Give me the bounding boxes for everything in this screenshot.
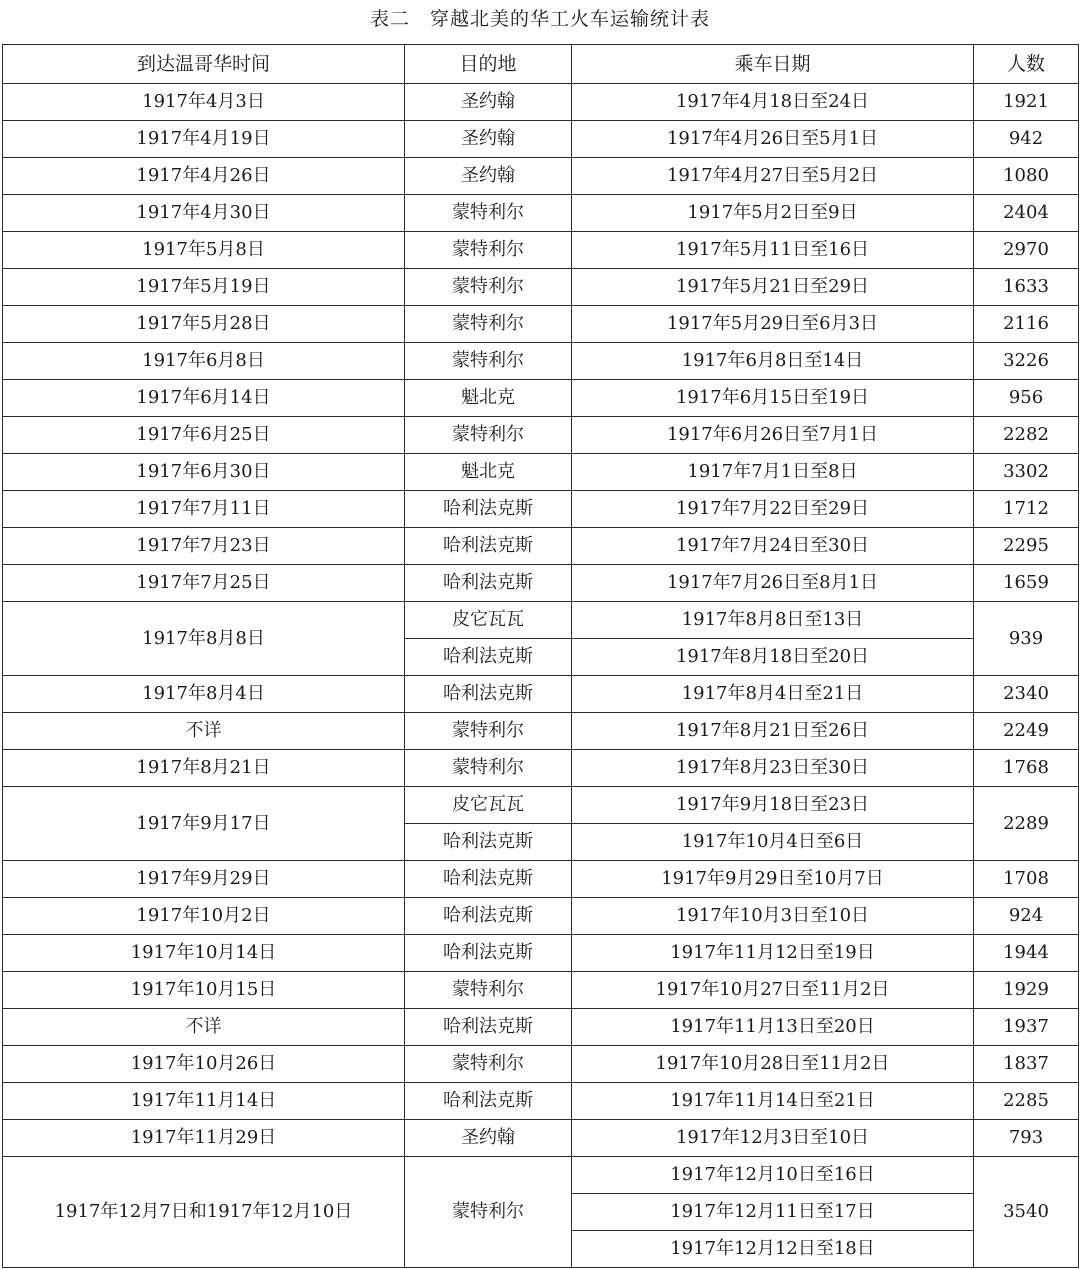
arrival-cell: 1917年4月30日 (3, 195, 405, 232)
count-cell: 2285 (974, 1083, 1079, 1120)
destination-cell: 蒙特利尔 (405, 195, 572, 232)
table-row (3, 861, 1079, 898)
table-row (3, 565, 1079, 602)
travel-date-cell: 1917年8月4日至21日 (572, 676, 974, 713)
travel-date-cell: 1917年11月14日至21日 (572, 1083, 974, 1120)
destination-cell: 哈利法克斯 (405, 1009, 572, 1046)
table-row (3, 750, 1079, 787)
travel-date-cell: 1917年8月8日至13日 (572, 602, 974, 639)
arrival-cell: 1917年7月25日 (3, 565, 405, 602)
arrival-cell: 1917年7月23日 (3, 528, 405, 565)
travel-date-cell: 1917年5月11日至16日 (572, 232, 974, 269)
table-row (3, 121, 1079, 158)
count-cell: 2249 (974, 713, 1079, 750)
header-count: 人数 (974, 45, 1079, 84)
travel-date-cell: 1917年10月3日至10日 (572, 898, 974, 935)
header-destination: 目的地 (405, 45, 572, 84)
header-row (3, 45, 1079, 84)
travel-date-cell: 1917年6月15日至19日 (572, 380, 974, 417)
travel-date-cell: 1917年8月21日至26日 (572, 713, 974, 750)
destination-cell: 蒙特利尔 (405, 1046, 572, 1083)
arrival-cell: 1917年10月15日 (3, 972, 405, 1009)
count-cell: 2282 (974, 417, 1079, 454)
destination-cell: 蒙特利尔 (405, 306, 572, 343)
travel-date-cell: 1917年11月12日至19日 (572, 935, 974, 972)
count-cell: 2970 (974, 232, 1079, 269)
arrival-cell: 1917年9月29日 (3, 861, 405, 898)
travel-date-cell: 1917年5月21日至29日 (572, 269, 974, 306)
travel-date-cell: 1917年12月3日至10日 (572, 1120, 974, 1157)
table-row (3, 713, 1079, 750)
arrival-cell: 1917年6月25日 (3, 417, 405, 454)
table-row (3, 491, 1079, 528)
destination-cell: 哈利法克斯 (405, 824, 572, 861)
arrival-cell: 1917年8月21日 (3, 750, 405, 787)
count-cell: 1937 (974, 1009, 1079, 1046)
count-cell: 939 (974, 602, 1079, 676)
destination-cell: 哈利法克斯 (405, 565, 572, 602)
table-row (3, 454, 1079, 491)
destination-cell: 哈利法克斯 (405, 528, 572, 565)
destination-cell: 蒙特利尔 (405, 269, 572, 306)
arrival-cell: 1917年4月26日 (3, 158, 405, 195)
table-row (3, 972, 1079, 1009)
destination-cell: 哈利法克斯 (405, 935, 572, 972)
destination-cell: 蒙特利尔 (405, 750, 572, 787)
arrival-cell: 1917年12月7日和1917年12月10日 (3, 1157, 405, 1268)
arrival-cell: 1917年8月8日 (3, 602, 405, 676)
count-cell: 2289 (974, 787, 1079, 861)
table-row (3, 1009, 1079, 1046)
arrival-cell: 1917年9月17日 (3, 787, 405, 861)
count-cell: 942 (974, 121, 1079, 158)
count-cell: 2295 (974, 528, 1079, 565)
travel-date-cell: 1917年10月27日至11月2日 (572, 972, 974, 1009)
arrival-cell: 1917年4月3日 (3, 84, 405, 121)
table-row (3, 306, 1079, 343)
travel-date-cell: 1917年4月18日至24日 (572, 84, 974, 121)
count-cell: 1712 (974, 491, 1079, 528)
table-title: 表二 穿越北美的华工火车运输统计表 (369, 8, 710, 30)
count-cell: 1768 (974, 750, 1079, 787)
travel-date-cell: 1917年12月12日至18日 (572, 1231, 974, 1268)
travel-date-cell: 1917年9月29日至10月7日 (572, 861, 974, 898)
arrival-cell: 不详 (3, 1009, 405, 1046)
count-cell: 793 (974, 1120, 1079, 1157)
table-row (3, 602, 1079, 639)
travel-date-cell: 1917年7月1日至8日 (572, 454, 974, 491)
count-cell: 1659 (974, 565, 1079, 602)
count-cell: 1944 (974, 935, 1079, 972)
table-row (3, 898, 1079, 935)
destination-cell: 皮它瓦瓦 (405, 602, 572, 639)
arrival-cell: 1917年4月19日 (3, 121, 405, 158)
count-cell: 1080 (974, 158, 1079, 195)
arrival-cell: 不详 (3, 713, 405, 750)
destination-cell: 圣约翰 (405, 1120, 572, 1157)
destination-cell: 哈利法克斯 (405, 1083, 572, 1120)
table-row (3, 935, 1079, 972)
table-row (3, 195, 1079, 232)
destination-cell: 圣约翰 (405, 121, 572, 158)
count-cell: 956 (974, 380, 1079, 417)
destination-cell: 魁北克 (405, 380, 572, 417)
destination-cell: 蒙特利尔 (405, 972, 572, 1009)
travel-date-cell: 1917年10月4日至6日 (572, 824, 974, 861)
count-cell: 924 (974, 898, 1079, 935)
travel-date-cell: 1917年4月26日至5月1日 (572, 121, 974, 158)
travel-date-cell: 1917年9月18日至23日 (572, 787, 974, 824)
destination-cell: 哈利法克斯 (405, 861, 572, 898)
count-cell: 1708 (974, 861, 1079, 898)
table-row (3, 1120, 1079, 1157)
travel-date-cell: 1917年8月23日至30日 (572, 750, 974, 787)
table-row (3, 158, 1079, 195)
transport-table (2, 44, 1079, 1268)
travel-date-cell: 1917年5月2日至9日 (572, 195, 974, 232)
travel-date-cell: 1917年7月22日至29日 (572, 491, 974, 528)
table-row (3, 1046, 1079, 1083)
travel-date-cell: 1917年5月29日至6月3日 (572, 306, 974, 343)
arrival-cell: 1917年11月14日 (3, 1083, 405, 1120)
count-cell: 1929 (974, 972, 1079, 1009)
destination-cell: 哈利法克斯 (405, 898, 572, 935)
arrival-cell: 1917年11月29日 (3, 1120, 405, 1157)
destination-cell: 圣约翰 (405, 84, 572, 121)
destination-cell: 蒙特利尔 (405, 1157, 572, 1268)
count-cell: 3226 (974, 343, 1079, 380)
destination-cell: 蒙特利尔 (405, 417, 572, 454)
arrival-cell: 1917年10月2日 (3, 898, 405, 935)
arrival-cell: 1917年7月11日 (3, 491, 405, 528)
count-cell: 1633 (974, 269, 1079, 306)
count-cell: 1837 (974, 1046, 1079, 1083)
arrival-cell: 1917年8月4日 (3, 676, 405, 713)
travel-date-cell: 1917年12月11日至17日 (572, 1194, 974, 1231)
table-row (3, 269, 1079, 306)
table-row (3, 528, 1079, 565)
count-cell: 3302 (974, 454, 1079, 491)
count-cell: 3540 (974, 1157, 1079, 1268)
destination-cell: 圣约翰 (405, 158, 572, 195)
destination-cell: 哈利法克斯 (405, 491, 572, 528)
count-cell: 2340 (974, 676, 1079, 713)
arrival-cell: 1917年10月14日 (3, 935, 405, 972)
table-row (3, 676, 1079, 713)
arrival-cell: 1917年10月26日 (3, 1046, 405, 1083)
table-row (3, 232, 1079, 269)
table-row (3, 787, 1079, 824)
arrival-cell: 1917年6月8日 (3, 343, 405, 380)
destination-cell: 蒙特利尔 (405, 713, 572, 750)
header-arrival: 到达温哥华时间 (3, 45, 405, 84)
table-row (3, 380, 1079, 417)
table-row (3, 1157, 1079, 1194)
table-row (3, 1083, 1079, 1120)
destination-cell: 哈利法克斯 (405, 639, 572, 676)
table-body (3, 84, 1079, 1268)
arrival-cell: 1917年6月14日 (3, 380, 405, 417)
count-cell: 2116 (974, 306, 1079, 343)
header-travel-date: 乘车日期 (572, 45, 974, 84)
count-cell: 1921 (974, 84, 1079, 121)
arrival-cell: 1917年5月28日 (3, 306, 405, 343)
destination-cell: 皮它瓦瓦 (405, 787, 572, 824)
travel-date-cell: 1917年7月24日至30日 (572, 528, 974, 565)
travel-date-cell: 1917年10月28日至11月2日 (572, 1046, 974, 1083)
arrival-cell: 1917年5月8日 (3, 232, 405, 269)
destination-cell: 蒙特利尔 (405, 232, 572, 269)
travel-date-cell: 1917年4月27日至5月2日 (572, 158, 974, 195)
travel-date-cell: 1917年6月26日至7月1日 (572, 417, 974, 454)
travel-date-cell: 1917年7月26日至8月1日 (572, 565, 974, 602)
destination-cell: 魁北克 (405, 454, 572, 491)
arrival-cell: 1917年6月30日 (3, 454, 405, 491)
count-cell: 2404 (974, 195, 1079, 232)
table-row (3, 417, 1079, 454)
travel-date-cell: 1917年8月18日至20日 (572, 639, 974, 676)
travel-date-cell: 1917年12月10日至16日 (572, 1157, 974, 1194)
destination-cell: 蒙特利尔 (405, 343, 572, 380)
travel-date-cell: 1917年11月13日至20日 (572, 1009, 974, 1046)
table-row (3, 343, 1079, 380)
arrival-cell: 1917年5月19日 (3, 269, 405, 306)
destination-cell: 哈利法克斯 (405, 676, 572, 713)
table-row (3, 84, 1079, 121)
travel-date-cell: 1917年6月8日至14日 (572, 343, 974, 380)
